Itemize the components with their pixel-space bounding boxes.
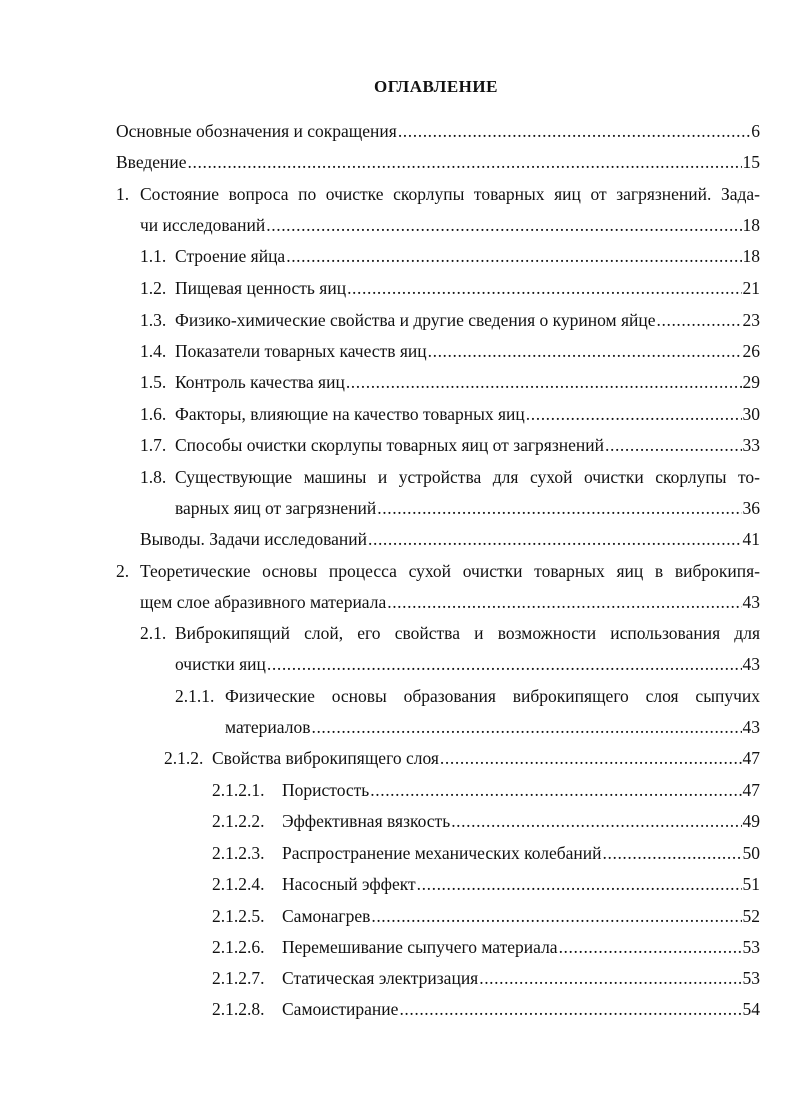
toc-entry-text: Насосный эффект: [282, 874, 416, 894]
toc-number: 2.1.2.: [164, 748, 204, 768]
toc-page-number: 41: [742, 529, 760, 549]
dot-leader: [347, 276, 741, 300]
toc-entry-1-6[interactable]: [140, 402, 760, 426]
toc-page-number: 43: [742, 654, 760, 674]
toc-entry-2-1-2[interactable]: [164, 746, 760, 770]
toc-entry-text-cont: очистки яиц: [175, 654, 266, 674]
toc-number: 1.4.: [140, 341, 167, 361]
dot-leader: [398, 119, 750, 143]
dot-leader: [451, 809, 741, 833]
toc-page-number: 33: [742, 435, 760, 455]
toc-entry-abbreviations[interactable]: [116, 119, 760, 143]
toc-number: 2.1.2.4.: [212, 874, 265, 894]
toc-entry-2-1-cont[interactable]: [175, 652, 760, 676]
toc-entry-text: Распространение механических колебаний: [282, 843, 602, 863]
toc-entry-text-cont: щем слое абразивного материала: [140, 592, 387, 612]
toc-page-number: 47: [742, 780, 760, 800]
toc-entry-1-4[interactable]: [140, 339, 760, 363]
toc-entry-2-1[interactable]: [175, 621, 760, 645]
toc-number: 2.1.2.6.: [212, 937, 265, 957]
toc-number: 1.6.: [140, 404, 167, 424]
toc-page-number: 53: [742, 968, 760, 988]
toc-page-number: 50: [742, 843, 760, 863]
toc-page-number: 43: [742, 592, 760, 612]
toc-entry-1-3[interactable]: [140, 308, 760, 332]
dot-leader: [266, 213, 741, 237]
dot-leader: [371, 904, 741, 928]
toc-page-number: 52: [742, 906, 760, 926]
toc-number: 2.1.2.7.: [212, 968, 265, 988]
toc-number: 1.1.: [140, 246, 167, 266]
page-title: ОГЛАВЛЕНИЕ: [374, 77, 498, 96]
toc-entry-chapter-1[interactable]: [140, 182, 760, 206]
dot-leader: [311, 715, 741, 739]
toc-entry-1-8[interactable]: [175, 465, 760, 489]
toc-entry-1-7[interactable]: [140, 433, 760, 457]
dot-leader: [605, 433, 742, 457]
toc-page-number: 18: [742, 246, 760, 266]
dot-leader: [428, 339, 742, 363]
dot-leader: [526, 402, 742, 426]
dot-leader: [417, 872, 742, 896]
toc-entry-text: Виброкипящий слой, его свойства и возможности использования для: [175, 623, 760, 643]
toc-entry-text: Факторы, влияющие на качество товарных яиц: [175, 404, 525, 424]
toc-page-number: 15: [742, 152, 760, 172]
toc-entry-introduction[interactable]: [116, 150, 760, 174]
dot-leader: [479, 966, 741, 990]
toc-entry-chapter-2-cont[interactable]: [140, 590, 760, 614]
dot-leader: [188, 150, 742, 174]
toc-page-number: 26: [742, 341, 760, 361]
toc-entry-2-1-2-8[interactable]: [212, 997, 760, 1021]
toc-entry-text: Самонагрев: [282, 906, 371, 926]
toc-entry-text-cont: чи исследований: [140, 215, 266, 235]
dot-leader: [657, 308, 742, 332]
toc-number: 1.5.: [140, 372, 167, 392]
toc-number: 1.: [116, 184, 130, 204]
toc-number: 2.1.2.8.: [212, 999, 265, 1019]
toc-entry-1-1[interactable]: [140, 244, 760, 268]
toc-entry-conclusions[interactable]: [140, 527, 760, 551]
toc-entry-2-1-2-3[interactable]: [212, 841, 760, 865]
toc-page-number: 51: [742, 874, 760, 894]
toc-page-number: 23: [742, 310, 760, 330]
toc-entry-text: Физические основы образования виброкипящего слоя сыпучих: [225, 686, 760, 706]
toc-page-number: 53: [742, 937, 760, 957]
toc-entry-2-1-2-6[interactable]: [212, 935, 760, 959]
toc-entry-text-cont: варных яиц от загрязнений: [175, 498, 377, 518]
toc-page-number: 47: [742, 748, 760, 768]
toc-page-number: 36: [742, 498, 760, 518]
toc-page-number: 43: [742, 717, 760, 737]
dot-leader: [377, 496, 741, 520]
dot-leader: [286, 244, 741, 268]
toc-entry-text: Состояние вопроса по очистке скорлупы товарных яиц от загрязнений. Зада-: [140, 184, 760, 204]
toc-entry-text: Пищевая ценность яиц: [175, 278, 347, 298]
toc-entry-text: Свойства виброкипящего слоя: [212, 748, 439, 768]
toc-page-number: 29: [742, 372, 760, 392]
toc-page-number: 18: [742, 215, 760, 235]
toc-page-number: 30: [742, 404, 760, 424]
toc-number: 2.1.: [140, 623, 167, 643]
toc-number: 2.1.2.2.: [212, 811, 265, 831]
toc-entry-1-8-cont[interactable]: [175, 496, 760, 520]
dot-leader: [387, 590, 741, 614]
toc-number: 2.1.1.: [175, 686, 215, 706]
toc-page-number: 54: [742, 999, 760, 1019]
toc-entry-text: Введение: [116, 152, 187, 172]
dot-leader: [399, 997, 741, 1021]
toc-entry-text: Самоистирание: [282, 999, 399, 1019]
toc-number: 1.2.: [140, 278, 167, 298]
dot-leader: [370, 778, 741, 802]
toc-page-number: 49: [742, 811, 760, 831]
toc-entry-text: Строение яйца: [175, 246, 286, 266]
toc-entry-text: Пористость: [282, 780, 370, 800]
toc-entry-text-cont: материалов: [225, 717, 311, 737]
toc-number: 1.8.: [140, 467, 167, 487]
toc-entry-text: Перемешивание сыпучего материала: [282, 937, 558, 957]
toc-number: 2.1.2.1.: [212, 780, 265, 800]
toc-entry-text: Основные обозначения и сокращения: [116, 121, 397, 141]
toc-entry-2-1-2-1[interactable]: [212, 778, 760, 802]
toc-entry-chapter-1-cont[interactable]: [140, 213, 760, 237]
toc-entry-2-1-1[interactable]: [225, 684, 760, 708]
toc-page-number: 6: [751, 121, 760, 141]
toc-entry-2-1-2-5[interactable]: [212, 904, 760, 928]
toc-entry-2-1-2-2[interactable]: [212, 809, 760, 833]
toc-entry-2-1-2-7[interactable]: [212, 966, 760, 990]
toc-entry-text: Физико-химические свойства и другие сведения о курином яйце: [175, 310, 656, 330]
toc-entry-text: Эффективная вязкость: [282, 811, 451, 831]
dot-leader: [559, 935, 742, 959]
toc-entry-text: Существующие машины и устройства для сухой очистки скорлупы то-: [175, 467, 760, 487]
dot-leader: [603, 841, 742, 865]
toc-entry-chapter-2[interactable]: [140, 559, 760, 583]
toc-number: 2.1.2.5.: [212, 906, 265, 926]
toc-entry-text: Выводы. Задачи исследований: [140, 529, 367, 549]
toc-number: 1.3.: [140, 310, 167, 330]
toc-page-number: 21: [742, 278, 760, 298]
toc-entry-1-5[interactable]: [140, 370, 760, 394]
toc-entry-text: Статическая электризация: [282, 968, 479, 988]
toc-entry-text: Теоретические основы процесса сухой очистки товарных яиц в виброкипя-: [140, 561, 760, 581]
toc-entry-1-2[interactable]: [140, 276, 760, 300]
dot-leader: [346, 370, 742, 394]
dot-leader: [440, 746, 742, 770]
toc-entry-text: Способы очистки скорлупы товарных яиц от загрязнений: [175, 435, 604, 455]
toc-entry-2-1-2-4[interactable]: [212, 872, 760, 896]
toc-entry-text: Контроль качества яиц: [175, 372, 345, 392]
toc-number: 2.1.2.3.: [212, 843, 265, 863]
dot-leader: [368, 527, 742, 551]
toc-number: 2.: [116, 561, 130, 581]
toc-entry-text: Показатели товарных качеств яиц: [175, 341, 427, 361]
dot-leader: [267, 652, 742, 676]
toc-entry-2-1-1-cont[interactable]: [225, 715, 760, 739]
toc-number: 1.7.: [140, 435, 167, 455]
